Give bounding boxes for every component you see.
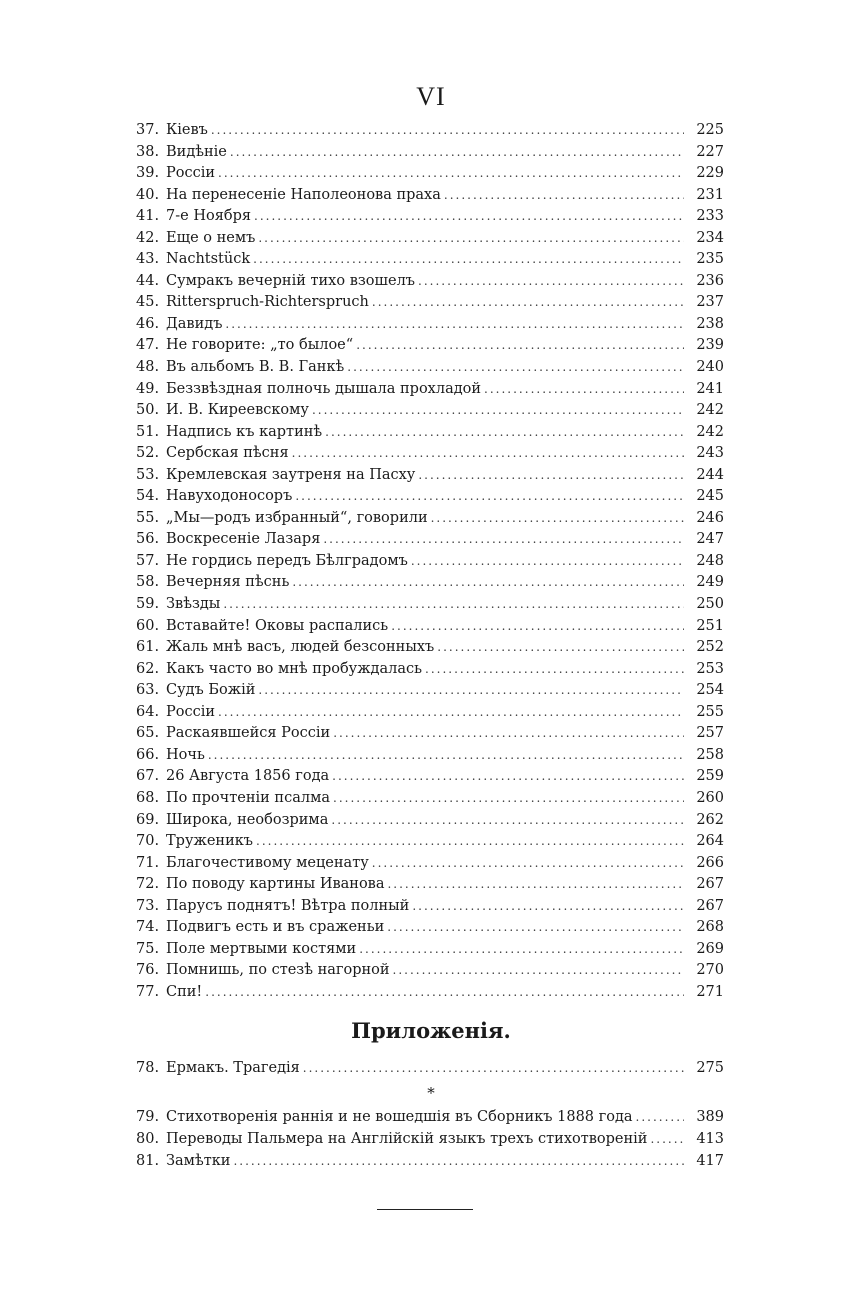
entry-title: Надпись къ картинѣ [166, 423, 323, 440]
entry-title: Видѣніе [166, 143, 227, 160]
dot-leader [332, 766, 684, 788]
entry-title: По поводу картины Иванова [166, 876, 385, 893]
entry-title: Навуходоносоръ [166, 488, 293, 505]
entry-number: 60. [136, 617, 160, 634]
entry-title: Раскаявшейся Россіи [166, 725, 331, 742]
toc-entry [136, 810, 724, 832]
toc-entry [136, 1057, 724, 1079]
entry-number: 65. [136, 725, 160, 742]
entry-number: 45. [136, 294, 160, 311]
entry-title: Ермакъ. Трагедія [166, 1060, 300, 1076]
entry-number: 57. [136, 552, 160, 569]
entry-number: 70. [136, 833, 160, 850]
entry-title: Поле мертвыми костями [166, 940, 357, 957]
dot-leader [636, 1106, 684, 1128]
entry-number: 48. [136, 359, 160, 376]
toc-entry [136, 163, 724, 185]
entry-page: 260 [696, 789, 724, 806]
entry-title: Судъ Божій [166, 682, 256, 699]
entry-number: 78. [136, 1060, 160, 1076]
dot-leader [333, 723, 684, 745]
toc-entry [136, 142, 724, 164]
entry-title: Ritterspruch-Richterspruch [166, 294, 369, 311]
dot-leader [437, 637, 684, 659]
entry-title: Переводы Пальмера на Англійскій языкъ трехъ стихотвореній [166, 1131, 648, 1147]
entry-title: Беззвѣздная полночь дышала прохладой [166, 380, 482, 397]
entry-number: 61. [136, 639, 160, 656]
entry-title: Кіевъ [166, 122, 208, 138]
entry-title: И. В. Киреевскому [166, 402, 309, 419]
entry-page: 258 [696, 746, 724, 763]
entry-title: Жаль мнѣ васъ, людей безсонныхъ [166, 639, 435, 656]
dot-leader [444, 185, 684, 207]
toc-entry [136, 1128, 724, 1150]
dot-leader [223, 594, 684, 616]
dot-leader [356, 335, 684, 357]
dot-leader [331, 810, 684, 832]
toc-entry [136, 745, 724, 767]
dot-leader [418, 271, 684, 293]
entry-page: 225 [696, 122, 724, 138]
toc-entry [136, 594, 724, 616]
entry-number: 64. [136, 703, 160, 720]
entry-page: 231 [696, 186, 724, 203]
entry-page: 239 [696, 337, 724, 354]
entry-title: Кремлевская заутреня на Пасху [166, 466, 416, 483]
entry-number: 46. [136, 315, 160, 332]
dot-leader [292, 572, 684, 594]
entry-number: 55. [136, 509, 160, 526]
toc-entry [136, 831, 724, 853]
dot-leader [312, 400, 684, 422]
entry-number: 42. [136, 229, 160, 246]
entry-title: Парусъ поднятъ! Вѣтра полный [166, 897, 410, 914]
entry-number: 73. [136, 897, 160, 914]
dot-leader [233, 1150, 684, 1172]
dot-leader [418, 465, 684, 487]
entry-number: 47. [136, 337, 160, 354]
entry-title: Россіи [166, 703, 216, 720]
toc-entry [136, 529, 724, 551]
entry-page: 254 [696, 682, 724, 699]
entry-title: Вставайте! Оковы распались [166, 617, 389, 634]
entry-page: 245 [696, 488, 724, 505]
entry-page: 413 [696, 1131, 724, 1147]
entry-number: 67. [136, 768, 160, 785]
dot-leader [303, 1057, 684, 1079]
dot-leader [325, 422, 684, 444]
toc-entry [136, 939, 724, 961]
entry-page: 248 [696, 552, 724, 569]
entry-title: 26 Августа 1856 года [166, 768, 330, 785]
toc-entry [136, 982, 724, 1004]
entry-title: Подвигъ есть и въ сраженьи [166, 919, 385, 936]
dot-leader [387, 917, 684, 939]
dot-leader [254, 206, 684, 228]
entry-page: 264 [696, 833, 724, 850]
entry-page: 244 [696, 466, 724, 483]
dot-leader [333, 788, 684, 810]
entry-number: 62. [136, 660, 160, 677]
entry-page: 227 [696, 143, 724, 160]
entry-page: 266 [696, 854, 724, 871]
dot-leader [218, 163, 684, 185]
entry-title: Сербская пѣсня [166, 445, 289, 462]
entry-page: 259 [696, 768, 724, 785]
entry-title: Спи! [166, 983, 203, 1000]
entry-page: 249 [696, 574, 724, 591]
entry-title: Помнишь, по стезѣ нагорной [166, 962, 390, 979]
dot-leader [359, 939, 684, 961]
entry-page: 250 [696, 596, 724, 613]
entry-number: 75. [136, 940, 160, 957]
toc-entry [136, 853, 724, 875]
dot-leader [253, 249, 684, 271]
toc-entry [136, 249, 724, 271]
entry-title: Еще о немъ [166, 229, 256, 246]
toc-entry [136, 271, 724, 293]
entry-number: 71. [136, 854, 160, 871]
dot-leader [295, 486, 684, 508]
entry-title: Звѣзды [166, 596, 221, 613]
entry-page: 242 [696, 402, 724, 419]
entry-number: 37. [136, 122, 160, 138]
entry-page: 241 [696, 380, 724, 397]
entry-page: 237 [696, 294, 724, 311]
toc-entry [136, 120, 724, 142]
toc-entry [136, 874, 724, 896]
entry-title: Широка, необозрима [166, 811, 329, 828]
toc-entry [136, 465, 724, 487]
entry-page: 262 [696, 811, 724, 828]
separator-asterisk: * [427, 1084, 435, 1102]
toc-entry [136, 702, 724, 724]
dot-leader [225, 314, 684, 336]
entry-number: 63. [136, 682, 160, 699]
entry-title: Не говорите: „то былое“ [166, 337, 354, 354]
dot-leader [387, 874, 684, 896]
toc-entry [136, 422, 724, 444]
toc-entry [136, 508, 724, 530]
entry-title: Какъ часто во мнѣ пробуждалась [166, 660, 422, 677]
toc-entry [136, 551, 724, 573]
entry-page: 253 [696, 660, 724, 677]
dot-leader [258, 228, 684, 250]
table-of-contents [136, 120, 724, 1003]
entry-page: 417 [696, 1153, 724, 1169]
entry-number: 79. [136, 1109, 160, 1125]
entry-title: Ночь [166, 746, 205, 763]
entry-number: 53. [136, 466, 160, 483]
toc-entry [136, 443, 724, 465]
entry-number: 43. [136, 251, 160, 268]
entry-title: Россіи [166, 165, 216, 182]
entry-number: 40. [136, 186, 160, 203]
entry-title: Вечерняя пѣснь [166, 574, 290, 591]
toc-entry [136, 572, 724, 594]
entry-title: „Мы—родъ избранный“, говорили [166, 509, 428, 526]
entry-number: 80. [136, 1131, 160, 1147]
entry-title: Nachtstück [166, 251, 251, 268]
entry-page: 389 [696, 1109, 724, 1125]
toc-entry [136, 680, 724, 702]
dot-leader [347, 357, 684, 379]
entry-title: Труженикъ [166, 833, 254, 850]
dot-leader [372, 292, 684, 314]
entry-page: 252 [696, 639, 724, 656]
entry-page: 242 [696, 423, 724, 440]
toc-entry [136, 228, 724, 250]
dot-leader [412, 896, 684, 918]
entry-number: 68. [136, 789, 160, 806]
entry-number: 52. [136, 445, 160, 462]
toc-entry [136, 206, 724, 228]
entry-title: Воскресеніе Лазаря [166, 531, 321, 548]
dot-leader [650, 1128, 684, 1150]
dot-leader [230, 142, 684, 164]
entry-title: 7-е Ноября [166, 208, 251, 225]
entry-number: 54. [136, 488, 160, 505]
dot-leader [391, 616, 684, 638]
entry-page: 243 [696, 445, 724, 462]
entry-title: Давидъ [166, 315, 223, 332]
entry-number: 59. [136, 596, 160, 613]
dot-leader [256, 831, 684, 853]
toc-entry [136, 185, 724, 207]
toc-entry [136, 335, 724, 357]
toc-entry [136, 637, 724, 659]
entry-page: 275 [696, 1060, 724, 1076]
entry-page: 234 [696, 229, 724, 246]
entry-page: 271 [696, 983, 724, 1000]
entry-title: По прочтеніи псалма [166, 789, 330, 806]
entry-page: 269 [696, 940, 724, 957]
dot-leader [323, 529, 684, 551]
entry-page: 270 [696, 962, 724, 979]
entry-page: 251 [696, 617, 724, 634]
toc-entry [136, 616, 724, 638]
toc-entry [136, 357, 724, 379]
toc-entry [136, 659, 724, 681]
page-number: VI [416, 82, 446, 111]
toc-entry [136, 723, 724, 745]
entry-page: 240 [696, 359, 724, 376]
entry-page: 229 [696, 165, 724, 182]
toc-entry [136, 314, 724, 336]
entry-number: 51. [136, 423, 160, 440]
entry-number: 50. [136, 402, 160, 419]
entry-number: 38. [136, 143, 160, 160]
entry-page: 267 [696, 876, 724, 893]
entry-page: 267 [696, 897, 724, 914]
dot-leader [205, 982, 684, 1004]
dot-leader [425, 659, 684, 681]
toc-entry [136, 1106, 724, 1128]
entry-page: 255 [696, 703, 724, 720]
appendix-first-list [136, 1057, 724, 1079]
toc-entry [136, 917, 724, 939]
entry-page: 257 [696, 725, 724, 742]
dot-leader [208, 745, 684, 767]
entry-number: 77. [136, 983, 160, 1000]
entry-title: Стихотворенія раннія и не вошедшія въ Сборникъ 1888 года [166, 1109, 633, 1125]
toc-entry [136, 292, 724, 314]
entry-number: 49. [136, 380, 160, 397]
entry-page: 247 [696, 531, 724, 548]
entry-number: 72. [136, 876, 160, 893]
closing-rule [377, 1209, 473, 1210]
entry-page: 235 [696, 251, 724, 268]
dot-leader [211, 120, 684, 142]
entry-page: 238 [696, 315, 724, 332]
toc-entry [136, 788, 724, 810]
entry-number: 66. [136, 746, 160, 763]
dot-leader [372, 853, 684, 875]
dot-leader [431, 508, 684, 530]
toc-entry [136, 379, 724, 401]
entry-number: 39. [136, 165, 160, 182]
entry-number: 74. [136, 919, 160, 936]
entry-title: На перенесеніе Наполеонова праха [166, 186, 441, 203]
entry-title: Въ альбомъ В. В. Ганкѣ [166, 359, 345, 376]
entry-title: Благочестивому меценату [166, 854, 369, 871]
entry-number: 44. [136, 272, 160, 289]
toc-entry [136, 400, 724, 422]
entry-number: 76. [136, 962, 160, 979]
appendix-later-list [136, 1106, 724, 1172]
entry-number: 56. [136, 531, 160, 548]
entry-title: Не гордись передъ Бѣлградомъ [166, 552, 408, 569]
dot-leader [411, 551, 684, 573]
toc-entry [136, 896, 724, 918]
entry-title: Сумракъ вечерній тихо взошелъ [166, 272, 415, 289]
dot-leader [292, 443, 684, 465]
entry-number: 69. [136, 811, 160, 828]
appendix-heading: Приложенія. [351, 1018, 511, 1043]
dot-leader [218, 702, 684, 724]
entry-page: 236 [696, 272, 724, 289]
dot-leader [258, 680, 684, 702]
entry-page: 246 [696, 509, 724, 526]
entry-page: 233 [696, 208, 724, 225]
entry-number: 81. [136, 1153, 160, 1169]
entry-number: 41. [136, 208, 160, 225]
entry-title: Замѣтки [166, 1153, 231, 1169]
toc-entry [136, 486, 724, 508]
dot-leader [484, 379, 684, 401]
dot-leader [393, 960, 684, 982]
entry-number: 58. [136, 574, 160, 591]
toc-entry [136, 766, 724, 788]
toc-entry [136, 960, 724, 982]
entry-page: 268 [696, 919, 724, 936]
toc-entry [136, 1150, 724, 1172]
